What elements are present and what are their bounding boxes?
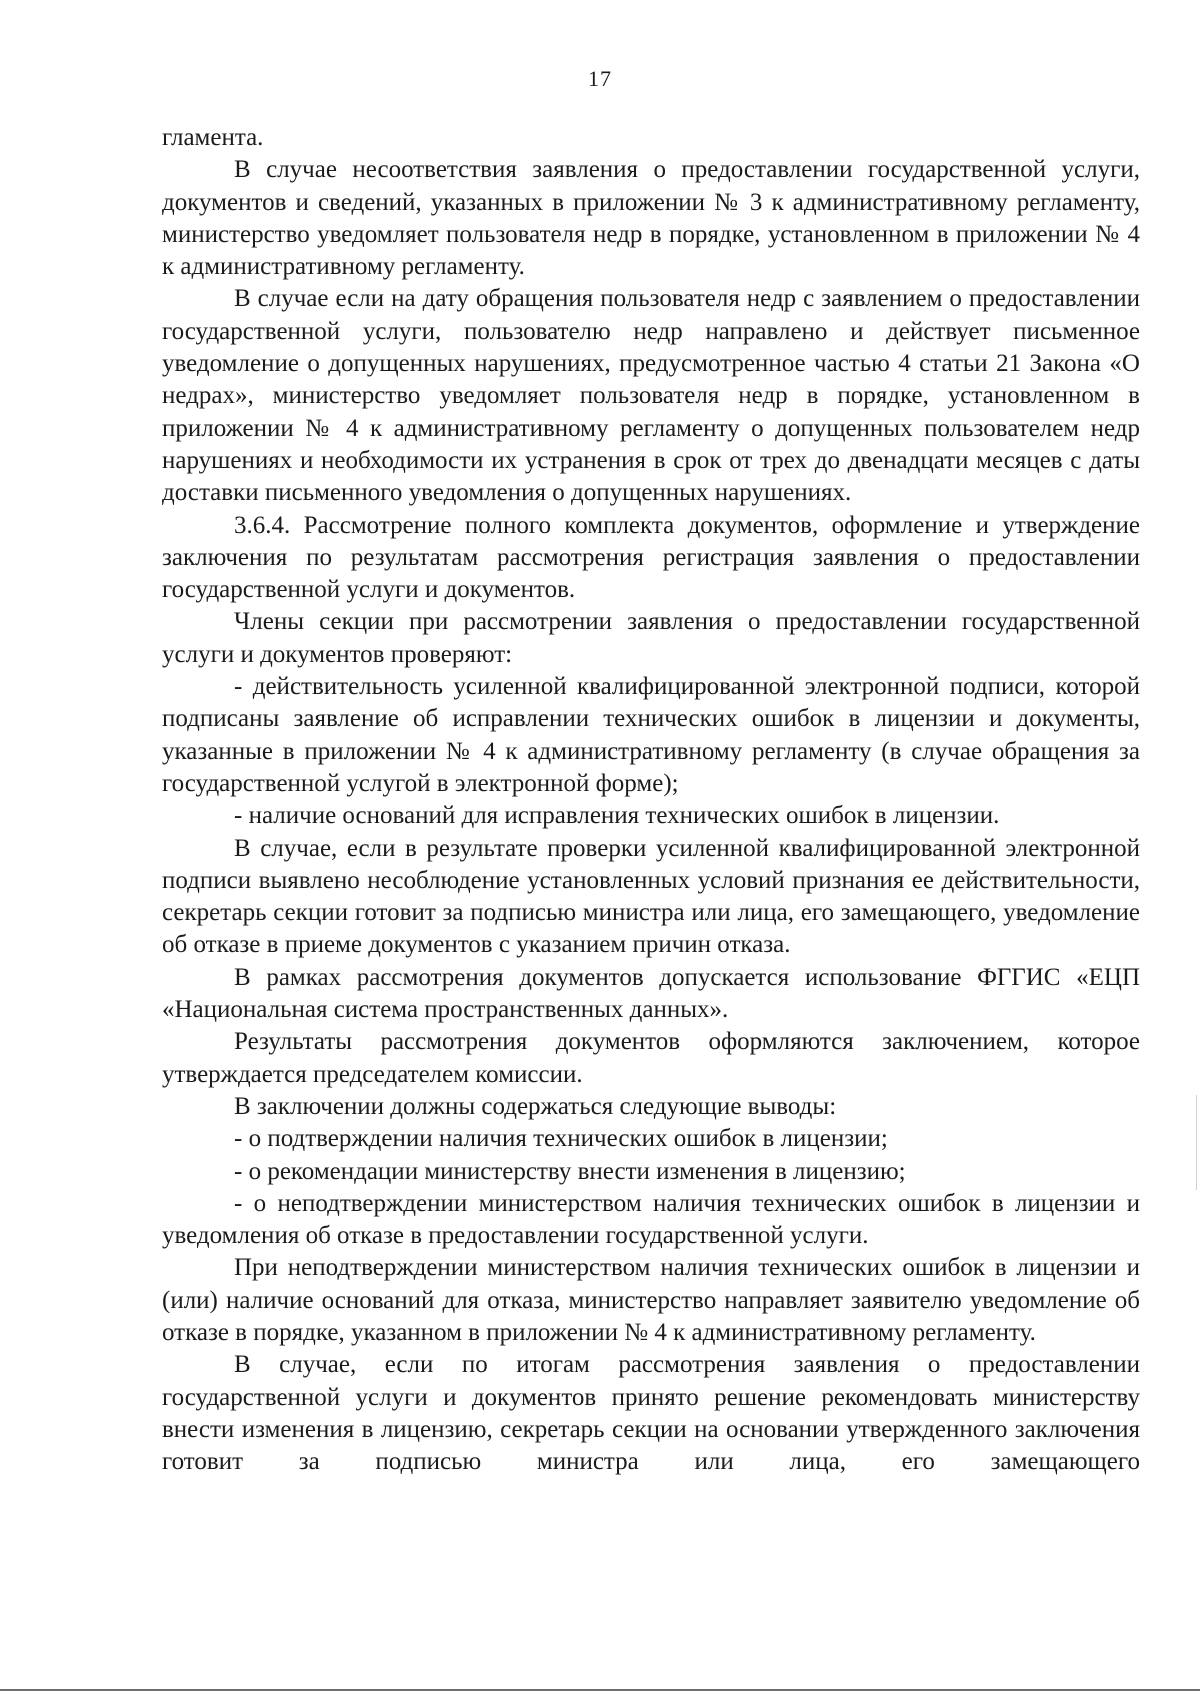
- scan-bottom-edge: [0, 1689, 1200, 1691]
- list-item-2: - наличие оснований для исправления технических ошибок в лицензии.: [234, 802, 1000, 830]
- paragraph-6: В случае, если в результате проверки усиленной квалифицированной электронной подписи выявлено несоблюдение установленных условий признания ее действительности, секретарь секции готовит за подписью министра или лица, его замещающего, уведомление об отказе в приеме документов с указанием причин отказа.: [162, 834, 1140, 959]
- paragraph-3: В случае если на дату обращения пользователя недр с заявлением о предоставлении государственной услуги, пользователю недр направлено и действует письменное уведомление о допущенных нарушениях, предусмотренное частью 4 статьи 21 Закона «О недрах», министерство уведомляет пользователя недр в порядке, установленном в приложении № 4 к административному регламенту о допущенных пользователем недр нарушениях и необходимости их устранения в срок от трех до двенадцати месяцев с даты доставки письменного уведомления о допущенных нарушениях.: [162, 285, 1140, 507]
- list-item-4: - о рекомендации министерству внести изменения в лицензию;: [234, 1157, 906, 1185]
- paragraph-1: гламента.: [162, 124, 264, 151]
- scan-edge-mark: [1196, 1095, 1197, 1190]
- list-item-3: - о подтверждении наличия технических ошибок в лицензии;: [234, 1125, 888, 1153]
- paragraph-9: В заключении должны содержаться следующие выводы:: [234, 1092, 837, 1120]
- paragraph-11: В случае, если по итогам рассмотрения заявления о предоставлении государственной услуги и документов принято решение рекомендовать министерству внести изменения в лицензию, секретарь секции на основании утвержденного заключения готовит за подписью министра или лица, его замещающего: [162, 1351, 1140, 1476]
- paragraph-5: Члены секции при рассмотрении заявления о предоставлении государственной услуги и документов проверяют:: [162, 608, 1140, 668]
- document-body: [162, 122, 1140, 1478]
- page-number: 17: [588, 66, 612, 91]
- paragraph-10: При неподтверждении министерством наличия технических ошибок в лицензии и (или) наличие оснований для отказа, министерство направляет заявителю уведомление об отказе в порядке, указанном в приложении № 4 к административному регламенту.: [162, 1254, 1140, 1346]
- paragraph-4: 3.6.4. Рассмотрение полного комплекта документов, оформление и утверждение заключения по результатам рассмотрения регистрация заявления о предоставлении государственной услуги и документов.: [162, 511, 1140, 604]
- list-item-5: - о неподтверждении министерством наличия технических ошибок в лицензии и уведомления об отказе в предоставлении государственной услуги.: [162, 1189, 1140, 1250]
- paragraph-7: В рамках рассмотрения документов допускается использование ФГГИС «ЕЦП «Национальная система пространственных данных».: [162, 963, 1140, 1024]
- paragraph-8: Результаты рассмотрения документов оформляются заключением, которое утверждается председателем комиссии.: [162, 1028, 1140, 1088]
- list-item-1: - действительность усиленной квалифицированной электронной подписи, которой подписаны заявление об исправлении технических ошибок в лицензии и документы, указанные в приложении № 4 к административному регламенту (в случае обращения за государственной услугой в электронной форме);: [162, 673, 1140, 797]
- paragraph-2: В случае несоответствия заявления о предоставлении государственной услуги, документов и сведений, указанных в приложении № 3 к административному регламенту, министерство уведомляет пользователя недр в порядке, установленном в приложении № 4 к административному регламенту.: [162, 156, 1140, 281]
